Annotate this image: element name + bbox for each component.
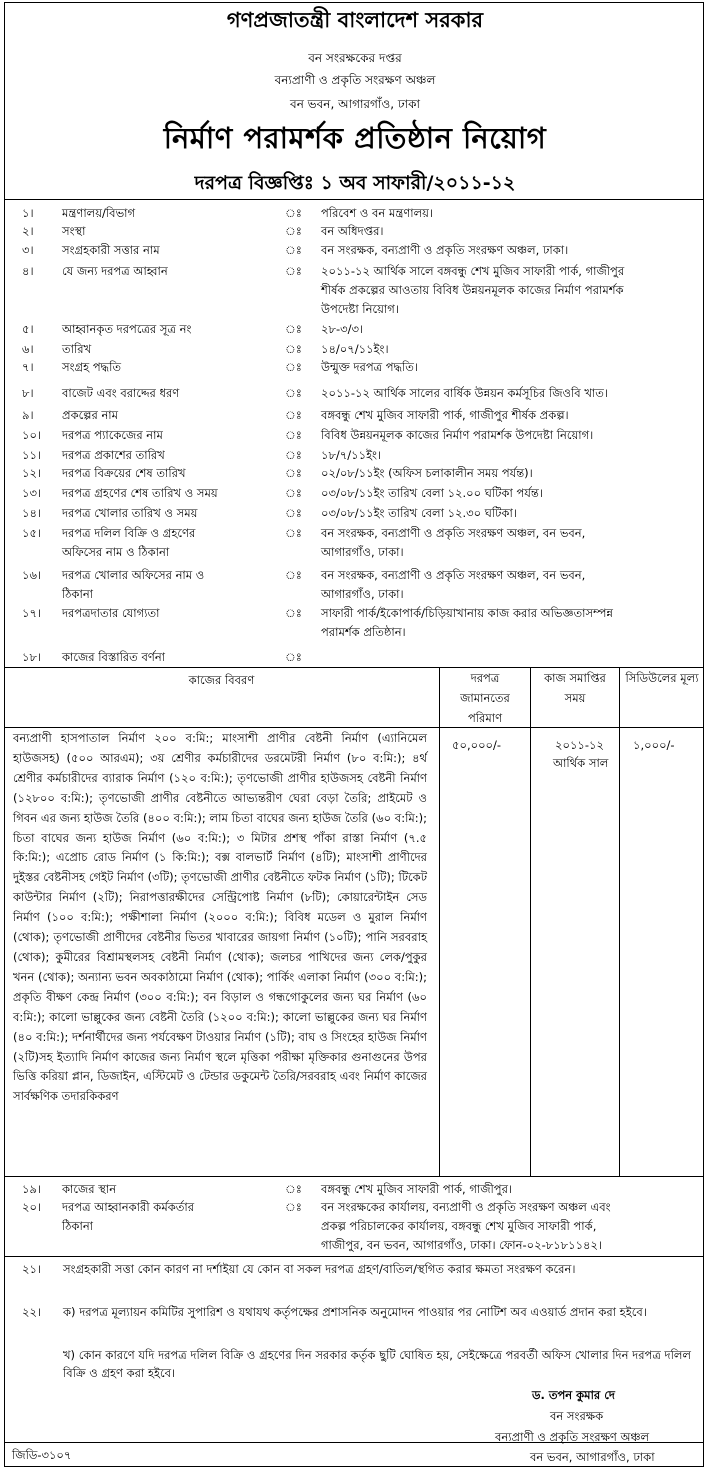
item-value: বন সংরক্ষক, বন্যপ্রাণী ও প্রকৃতি সংরক্ষণ অঞ্চল, বন ভবন, <box>321 526 586 540</box>
item-value: প্রকল্প পরিচালকের কার্যালয়, বঙ্গবন্ধু শেখ মুজিব সাফারী পার্ক, <box>321 1219 597 1233</box>
item-number: ১৪। <box>22 506 42 520</box>
item-label: দরপত্র আহ্বানকারী কর্মকর্তার <box>62 1200 195 1214</box>
clause-21-number: ২১। <box>22 1262 42 1276</box>
item-number: ১৫। <box>22 526 42 540</box>
item-colon: ঃ <box>285 526 302 540</box>
item-number: ১। <box>22 206 34 220</box>
item-colon: ঃ <box>285 342 302 356</box>
item-label: ঠিকানা <box>62 587 94 601</box>
item-number: ১৩। <box>22 486 42 500</box>
item-colon: ঃ <box>285 568 302 582</box>
item-value: শীর্ষক প্রকল্পের আওতায় বিবিধ উন্নয়নমূলক কাজের নির্মাণ পরামর্শক <box>321 283 624 297</box>
office-address: বন ভবন, আগারগাঁও, ঢাকা <box>290 97 420 111</box>
item-number: ৬। <box>22 342 34 356</box>
table-header-security: দরপত্র জামানতের পরিমাণ <box>460 671 510 725</box>
item-colon: ঃ <box>285 386 302 400</box>
item-label: দরপত্র দলিল বিক্রি ও গ্রহণের <box>62 526 196 540</box>
item-value: ২০১১-১২ আর্থিক সালের বার্ষিক উন্নয়ন কর্মসূচির জিওবি খাত। <box>321 386 608 400</box>
table-col-divider <box>530 667 531 1176</box>
clause-21-text: সংগ্রহকারী সত্তা কোন কারণ না দর্শাইয়া যে কোন বা সকল দরপত্র গ্রহণ/বাতিল/স্থগিত করার ক্ষমতা সংরক্ষণ করেন। <box>63 1262 576 1276</box>
item-colon: ঃ <box>285 206 302 220</box>
item-label: দরপত্র খোলার অফিসের নাম ও <box>62 568 205 582</box>
table-bottom-border <box>4 1176 704 1177</box>
item-colon: ঃ <box>285 243 302 257</box>
signatory-wing: বন্যপ্রাণী ও প্রকৃতি সংরক্ষণ অঞ্চল <box>495 1430 650 1444</box>
item-number: ১২। <box>22 466 42 480</box>
security-amount: ৫০,০০০/- <box>452 738 502 752</box>
item-colon: ঃ <box>285 264 302 278</box>
item-label: অফিসের নাম ও ঠিকানা <box>62 545 170 559</box>
item-colon: ঃ <box>285 650 302 664</box>
table-col-divider <box>439 667 440 1176</box>
item-number: ১৮। <box>22 650 42 664</box>
item-label: দরপত্র খোলার তারিখ ও সময় <box>62 506 198 520</box>
item-value: ০৩/০৮/১১ইং তারিখ বেলা ১২.৩০ ঘটিকা। <box>321 506 517 520</box>
item-label: সংগ্রহ পদ্ধতি <box>62 360 122 374</box>
item-number: ১৭। <box>22 606 42 620</box>
wing-name: বন্যপ্রাণী ও প্রকৃতি সংরক্ষণ অঞ্চল <box>274 73 436 87</box>
item-number: ৫। <box>22 322 34 336</box>
item-label: দরপত্রদাতার যোগ্যতা <box>62 606 160 620</box>
item-colon: ঃ <box>285 486 302 500</box>
table-col-divider <box>619 667 620 1176</box>
item-number: ৮। <box>22 386 34 400</box>
tender-reference: দরপত্র বিজ্ঞপ্তিঃ ১ অব সাফারী/২০১১-১২ <box>194 172 516 194</box>
item-colon: ঃ <box>285 322 302 336</box>
item-colon: ঃ <box>285 360 302 374</box>
clause-22b-text: খ) কোন কারণে যদি দরপত্র দলিল বিক্রি ও গ্রহণের দিন সরকার কর্তৃক ছুটি ঘোষিত হয়, সেইক্ষেত্রে পরবর্তী অফিস খোলার দিন দরপত্র দলিল বিক্রি ও গ্রহণ করা হইবে। <box>63 1348 691 1380</box>
item-number: ১৯। <box>22 1182 42 1196</box>
item-value: উন্মুক্ত দরপত্র পদ্ধতি। <box>321 360 419 374</box>
item-colon: ঃ <box>285 1182 302 1196</box>
item-label: যে জন্য দরপত্র আহ্বান <box>62 264 168 278</box>
item-colon: ঃ <box>285 408 302 422</box>
office-name: বন সংরক্ষকের দপ্তর <box>308 51 402 65</box>
item-value: বঙ্গবন্ধু শেখ মুজিব সাফারী পার্ক, গাজীপুর শীর্ষক প্রকল্প। <box>321 408 569 422</box>
item-colon: ঃ <box>285 506 302 520</box>
item-number: ২০। <box>22 1200 42 1214</box>
item-label: ঠিকানা <box>62 1219 94 1233</box>
item-value: বন সংরক্ষকের কার্যালয়, বন্যপ্রাণী ও প্রকৃতি সংরক্ষণ অঞ্চল এবং <box>321 1200 611 1214</box>
work-description: বন্যপ্রাণী হাসপাতাল নির্মাণ ২০০ ব:মি:; মাংসাশী প্রাণীর বেষ্টনী নির্মাণ (এ্যানিমেল হাউজসহ) (৫০০ আরএম); ৩য় শ্রেণীর কর্মচারীদের ডরমেটরী নির্মাণ (৮০ ব:মি:); ৪র্থ শ্রেণীর কর্মচারীদের ব্যারাক নির্মাণ (১২০ ব:মি:); তৃণভোজী প্রাণীর হাউজসহ বেষ্টনী নির্মাণ (১২৮০০ ব:মি:); তৃণভোজী প্রাণীর বেষ্টনীতে আভ্যন্তরীণ ঘেরা বেড়া তৈরি; প্রাইমেট ও গিবন এর জন্য হাউজ তৈরি (৪০০ ব:মি:); লাম চিতা বাঘের জন্য হাউজ তৈরি (৬০ ব:মি:); চিতা বাঘের জন্য হাউজ নির্মাণ (৬০ ব:মি:); ৩ মিটার প্রশস্থ পাঁকা রাস্তা নির্মাণ (৭.৫ কি:মি:); এপ্রোচ রোড নির্মাণ (১ কি:মি:); বক্স বালভার্ট নির্মাণ (৪টি); মাংসাশী প্রাণীদের দুইস্তর বেষ্টনীসহ গেইট নির্মাণ (৩টি); তৃণভোজী প্রাণীর বেষ্টনীতে ফটক নির্মাণ (১টি); টিকেট কাউন্টার নির্মাণ (২টি); নিরাপত্তারক্ষীদের সেন্ট্রিপোষ্ট নির্মাণ (৮টি); কোয়ারেন্টাইন সেড নির্মাণ (১০০ ব:মি:); পক্ষীশালা নির্মাণ (২০০০ ব:মি:); বিবিধ মডেল ও মুরাল নির্মাণ (থোক); তৃণভোজী প্রাণীদের বেষ্টনীর ভিতর খাবারের জায়গা নির্মাণ (১০টি); পানি সরবরাহ (থোক); কুমীরের বিশ্রামস্থলসহ বেষ্টনী নির্মাণ (থোক); জলচর পাখিদের জন্য লেক/পুকুর খনন (থোক); অন্যান্য ভবন অবকাঠামো নির্মাণ (থোক); পার্কিং এলাকা নির্মাণ (৩০০ ব:মি:); প্রকৃতি বীক্ষণ কেন্দ্র নির্মাণ (৩০০ ব:মি:); বন বিড়াল ও গন্ধগোকুলের জন্য ঘর নির্মাণ (৬০ ব:মি:); কালো ভাল্লুকের জন্য বেষ্টনী তৈরি (১২০০ ব:মি:); কালো ভাল্লুকের জন্য ঘর নির্মাণ (৪০ ব:মি:); দর্শনার্থীদের জন্য পর্যবেক্ষণ টাওয়ার নির্মাণ (১টি); বাঘ ও সিংহের হাউজ নির্মাণ (২টি)সহ ইত্যাদি নির্মাণ কাজের জন্য নির্মাণ স্থলে মৃত্তিকা পরীক্ষা মৃক্তিকার গুনাগুনের উপর ভিত্তি করিয়া প্লান, ডিজাইন, এস্টিমেট ও টেন্ডার ডকুমেন্ট তৈরি/সরবরাহ এবং নির্মাণ কাজের সার্বক্ষণিক তদারকিকরণ <box>13 731 427 1104</box>
item-number: ১১। <box>22 448 42 462</box>
item-value: বঙ্গবন্ধু শেখ মুজিব সাফারী পার্ক, গাজীপুর। <box>321 1182 513 1196</box>
item-value: ০৩/০৮/১১ইং তারিখ বেলা ১২.০০ ঘটিকা পর্যন্ত। <box>321 486 543 500</box>
footer-code: জিডি-৩১০৭ <box>12 1448 72 1462</box>
item-colon: ঃ <box>285 224 302 238</box>
item-number: ৭। <box>22 360 34 374</box>
signatory-name: ড. তপন কুমার দে <box>532 1388 615 1402</box>
signatory-address: বন ভবন, আগারগাঁও, ঢাকা <box>530 1450 655 1464</box>
item-label: আহ্বানকৃত দরপত্রের সূত্র নং <box>62 322 192 336</box>
item-label: দরপত্র প্যাকেজের নাম <box>62 428 163 442</box>
item-value: বন অধিদপ্তর। <box>321 224 384 238</box>
item-label: দরপত্র বিক্রয়ের শেষ তারিখ <box>62 466 186 480</box>
item-colon: ঃ <box>285 448 302 462</box>
divider <box>4 1256 704 1257</box>
item-value: ২০১১-১২ আর্থিক সালে বঙ্গবন্ধু শেখ মুজিব সাফারী পার্ক, গাজীপুর <box>321 264 625 278</box>
notice-title: নির্মাণ পরামর্শক প্রতিষ্ঠান নিয়োগ <box>163 121 547 155</box>
item-colon: ঃ <box>285 466 302 480</box>
table-header-schedule-price: সিডিউলের মূল্য <box>625 671 699 685</box>
item-number: ২। <box>22 224 34 238</box>
government-title: গণপ্রজাতন্ত্রী বাংলাদেশ সরকার <box>226 8 484 32</box>
item-colon: ঃ <box>285 606 302 620</box>
item-number: ১৬। <box>22 568 42 582</box>
footer-divider <box>4 1442 704 1443</box>
schedule-price: ১,০০০/- <box>633 738 675 752</box>
completion-year: ২০১১-১২ <box>555 738 604 752</box>
divider <box>4 199 704 200</box>
item-value: ২৮-৩/৩। <box>321 322 364 336</box>
clause-22a-text: ক) দরপত্র মূল্যায়ন কমিটির সুপারিশ ও যথাযথ কর্তৃপক্ষের প্রশাসনিক অনুমোদন পাওয়ার পর নোটিশ অব এওয়ার্ড প্রদান করা হইবে। <box>63 1305 647 1319</box>
item-value: আগারগাঁও, ঢাকা। <box>321 545 404 559</box>
table-header-completion: কাজ সমাপ্তির সময় <box>544 671 606 705</box>
signatory-designation: বন সংরক্ষক <box>550 1409 604 1423</box>
item-value: ০২/০৮/১১ইং (অফিস চলাকালীন সময় পর্যন্ত)। <box>321 466 533 480</box>
item-number: ৯। <box>22 408 34 422</box>
item-value: বন সংরক্ষক, বন্যপ্রাণী ও প্রকৃতি সংরক্ষণ অঞ্চল, বন ভবন, <box>321 568 586 582</box>
item-number: ৩। <box>22 243 34 257</box>
clause-22-number: ২২। <box>22 1305 42 1319</box>
item-colon: ঃ <box>285 428 302 442</box>
item-label: দরপত্র প্রকাশের তারিখ <box>62 448 165 462</box>
item-label: কাজের বিস্তারিত বর্ণনা <box>62 650 166 664</box>
item-label: দরপত্র গ্রহণের শেষ তারিখ ও সময় <box>62 486 218 500</box>
item-value: গাজীপুর, বন ভবন, আগারগাঁও, ঢাকা। ফোন-০২-৮১৮১১৪২। <box>321 1238 603 1252</box>
table-header-description: কাজের বিবরণ <box>188 673 255 687</box>
item-number: ৪। <box>22 264 34 278</box>
item-value: পরিবেশ ও বন মন্ত্রণালয়। <box>321 206 434 220</box>
table-header-bottom-border <box>4 727 704 728</box>
item-label: সংস্থা <box>62 224 86 238</box>
item-colon: ঃ <box>285 1200 302 1214</box>
item-label: বাজেট এবং বরাদ্দের ধরণ <box>62 386 180 400</box>
item-value: পরামর্শক প্রতিষ্ঠান। <box>321 625 406 639</box>
item-value: সাফারী পার্ক/ইকোপার্ক/চিড়িয়াখানায় কাজ করার অভিজ্ঞতাসম্পন্ন <box>321 606 613 620</box>
item-label: সংগ্রহকারী সত্তার নাম <box>62 243 160 257</box>
completion-period: আর্থিক সাল <box>553 756 609 770</box>
item-value: আগারগাঁও, ঢাকা। <box>321 587 404 601</box>
item-value: ১৮/৭/১১ইং। <box>321 448 382 462</box>
item-label: মন্ত্রণালয়/বিভাগ <box>62 206 136 220</box>
item-value: বন সংরক্ষক, বন্যপ্রাণী ও প্রকৃতি সংরক্ষণ অঞ্চল, ঢাকা। <box>321 243 569 257</box>
item-value: ১৪/০৭/১১ইং। <box>321 342 389 356</box>
item-number: ১০। <box>22 428 42 442</box>
item-label: কাজের স্থান <box>62 1182 117 1196</box>
item-label: প্রকল্পের নাম <box>62 408 119 422</box>
item-value: উপদেষ্টা নিয়োগ। <box>321 302 399 316</box>
item-value: বিবিধ উন্নয়নমূলক কাজের নির্মাণ পরামর্শক উপদেষ্টা নিয়োগ। <box>321 428 594 442</box>
item-label: তারিখ <box>62 342 92 356</box>
